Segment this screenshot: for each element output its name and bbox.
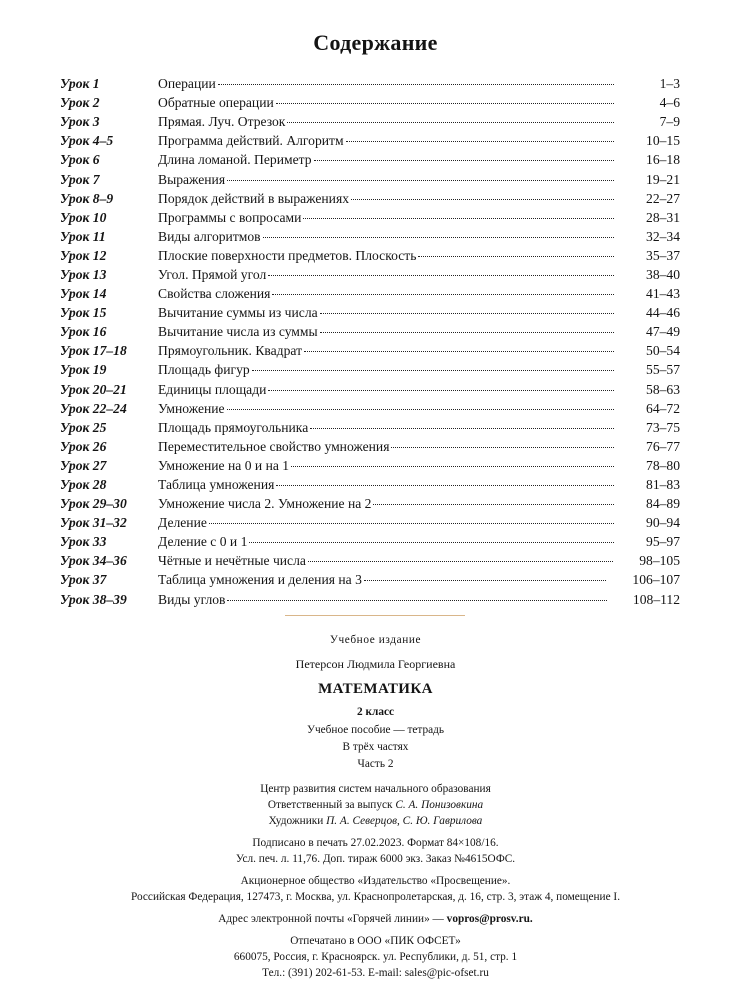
toc-topic	[158, 265, 618, 284]
toc-lesson: Урок 28	[60, 477, 107, 493]
toc-dot-leader	[218, 84, 614, 85]
toc-topic	[158, 551, 617, 570]
toc-lesson: Урок 3	[60, 114, 100, 130]
toc-lesson: Урок 25	[60, 419, 107, 435]
toc-row	[60, 322, 680, 341]
toc-pages: 108–112	[632, 591, 680, 607]
toc-topic	[158, 284, 618, 303]
toc-pages: 10–15	[646, 133, 680, 149]
toc-row	[60, 93, 680, 112]
toc-pages: 58–63	[646, 381, 680, 397]
toc-topic	[158, 131, 618, 150]
toc-pages: 50–54	[646, 343, 680, 359]
hotline-line	[0, 911, 751, 927]
toc-dot-leader	[314, 160, 614, 161]
toc-pages: 81–83	[646, 477, 680, 493]
toc-topic-text: Переместительное свойство умножения	[158, 438, 390, 454]
toc-pages: 7–9	[659, 114, 680, 130]
toc-topic	[158, 590, 611, 609]
toc-topic	[158, 532, 618, 551]
toc-lesson: Урок 7	[60, 171, 100, 187]
toc-topic-text: Операции	[158, 76, 216, 92]
book-title: МАТЕМАТИКА	[318, 681, 433, 697]
toc-row	[60, 360, 680, 379]
toc-lesson: Урок 16	[60, 324, 107, 340]
toc-pages: 38–40	[646, 266, 680, 282]
toc-topic-text: Таблица умножения	[158, 477, 275, 493]
toc-topic-text: Виды углов	[158, 591, 226, 607]
toc-lesson: Урок 12	[60, 247, 107, 263]
toc-dot-leader	[252, 370, 614, 371]
toc-topic	[158, 322, 618, 341]
toc-pages: 78–80	[646, 457, 680, 473]
section-divider	[285, 615, 465, 616]
toc-dot-leader	[291, 466, 614, 467]
toc-topic	[158, 494, 618, 513]
toc-lesson: Урок 29–30	[60, 496, 127, 512]
toc-topic	[158, 189, 618, 208]
toc-pages: 22–27	[646, 190, 680, 206]
toc-dot-leader	[287, 122, 614, 123]
toc-topic	[158, 380, 618, 399]
toc-topic	[158, 360, 618, 379]
toc-lesson: Урок 13	[60, 266, 107, 282]
toc-dot-leader	[227, 409, 614, 410]
toc-topic-text: Умножение на 0 и на 1	[158, 457, 290, 473]
artists-names: П. А. Северцов, С. Ю. Гаврилова	[326, 815, 483, 827]
toc-topic-text: Плоские поверхности предметов. Плоскость	[158, 247, 417, 263]
toc-pages: 19–21	[646, 171, 680, 187]
toc-row	[60, 169, 680, 188]
toc-pages: 35–37	[646, 247, 680, 263]
toc-row	[60, 74, 680, 93]
toc-dot-leader	[320, 332, 614, 333]
toc-dot-leader	[320, 313, 614, 314]
toc-dot-leader	[303, 218, 614, 219]
toc-row	[60, 246, 680, 265]
toc-row	[60, 189, 680, 208]
toc-row	[60, 265, 680, 284]
toc-row	[60, 551, 680, 570]
toc-topic-text: Свойства сложения	[158, 286, 271, 302]
toc-lesson: Урок 17–18	[60, 343, 127, 359]
toc-topic	[158, 112, 618, 131]
toc-row	[60, 590, 680, 609]
toc-lesson: Урок 15	[60, 305, 107, 321]
toc-lesson: Урок 33	[60, 534, 107, 550]
toc-pages: 1–3	[659, 76, 680, 92]
toc-topic-text: Вычитание суммы из числа	[158, 305, 318, 321]
printer-email[interactable]: sales@pic-ofset.ru	[404, 967, 489, 979]
toc-topic	[158, 418, 618, 437]
part: Часть 2	[357, 758, 394, 770]
toc-pages: 4–6	[659, 95, 680, 111]
toc-row	[60, 380, 680, 399]
toc-lesson: Урок 14	[60, 286, 107, 302]
toc-topic	[158, 399, 618, 418]
toc-row	[60, 570, 680, 589]
toc-dot-leader	[308, 561, 613, 562]
toc-topic	[158, 475, 618, 494]
artists-label: Художники	[268, 815, 324, 827]
toc-topic	[158, 93, 618, 112]
toc-pages: 95–97	[646, 534, 680, 550]
print-line: Усл. печ. л. 11,76. Доп. тираж 6000 экз. Заказ №4615ОФС.	[235, 853, 516, 865]
toc-dot-leader	[373, 504, 614, 505]
toc-topic-text: Умножение числа 2. Умножение на 2	[158, 496, 372, 512]
toc-pages: 41–43	[646, 286, 680, 302]
responsible-name: С. А. Понизовкина	[395, 799, 484, 811]
toc-lesson: Урок 19	[60, 362, 107, 378]
toc-topic	[158, 437, 618, 456]
toc-dot-leader	[227, 180, 614, 181]
toc-dot-leader	[227, 600, 606, 601]
toc-topic-text: Вычитание числа из суммы	[158, 324, 318, 340]
toc-topic	[158, 513, 618, 532]
toc-lesson: Урок 26	[60, 438, 107, 454]
center: Центр развития систем начального образования	[260, 783, 491, 795]
toc-topic-text: Программа действий. Алгоритм	[158, 133, 344, 149]
author: Петерсон Людмила Георгиевна	[295, 657, 456, 671]
toc-topic	[158, 208, 618, 227]
toc-dot-leader	[276, 103, 614, 104]
signed-line: Подписано в печать 27.02.2023. Формат 84×108/16.	[252, 837, 499, 849]
toc-lesson: Урок 20–21	[60, 381, 127, 397]
toc-pages: 90–94	[646, 515, 680, 531]
toc-pages: 98–105	[639, 553, 680, 569]
toc-lesson: Урок 11	[60, 228, 106, 244]
toc-lesson: Урок 27	[60, 457, 107, 473]
toc-topic-text: Длина ломаной. Периметр	[158, 152, 312, 168]
printer-contacts	[0, 965, 751, 981]
toc-lesson: Урок 10	[60, 209, 107, 225]
toc-topic	[158, 303, 618, 322]
responsible-label: Ответственный за выпуск	[267, 799, 393, 811]
parts: В трёх частях	[342, 741, 409, 753]
toc-topic-text: Таблица умножения и деления на 3	[158, 572, 362, 588]
toc-lesson: Урок 6	[60, 152, 100, 168]
printer-address: 660075, Россия, г. Красноярск. ул. Республики, д. 51, стр. 1	[233, 951, 518, 963]
toc-row	[60, 456, 680, 475]
toc-pages: 84–89	[646, 496, 680, 512]
toc-topic-text: Единицы площади	[158, 381, 267, 397]
toc-topic	[158, 456, 618, 475]
toc-dot-leader	[249, 542, 614, 543]
toc-topic-text: Виды алгоритмов	[158, 228, 261, 244]
toc-row	[60, 150, 680, 169]
toc-topic-text: Прямая. Луч. Отрезок	[158, 114, 286, 130]
toc-topic-text: Умножение	[158, 400, 225, 416]
toc-dot-leader	[310, 428, 614, 429]
toc-topic	[158, 570, 610, 589]
toc-row	[60, 532, 680, 551]
toc-row	[60, 227, 680, 246]
toc-pages: 64–72	[646, 400, 680, 416]
publisher: Акционерное общество «Издательство «Просвещение».	[240, 875, 511, 887]
toc-row	[60, 494, 680, 513]
publisher-address: Российская Федерация, 127473, г. Москва, ул. Краснопролетарская, д. 16, стр. 3, этаж 4, помещение I.	[130, 891, 621, 903]
toc-topic	[158, 341, 618, 360]
toc-lesson: Урок 2	[60, 95, 100, 111]
toc-topic	[158, 74, 618, 93]
printer-contacts-label: Тел.: (391) 202-61-53. E-mail:	[262, 967, 402, 979]
toc-topic	[158, 246, 618, 265]
toc-row	[60, 208, 680, 227]
grade: 2 класс	[357, 706, 394, 718]
toc-topic-text: Выражения	[158, 171, 226, 187]
toc-row	[60, 131, 680, 150]
toc-lesson: Урок 8–9	[60, 190, 114, 206]
toc-dot-leader	[418, 256, 614, 257]
toc-topic-text: Угол. Прямой угол	[158, 266, 267, 282]
toc-dot-leader	[276, 485, 614, 486]
toc-pages: 44–46	[646, 305, 680, 321]
responsible-line	[0, 797, 751, 813]
toc-row	[60, 399, 680, 418]
toc-pages: 28–31	[646, 209, 680, 225]
artists-line	[0, 813, 751, 829]
toc-dot-leader	[263, 237, 614, 238]
page-title: Содержание	[313, 30, 438, 55]
table-of-contents	[60, 74, 680, 609]
toc-dot-leader	[272, 294, 614, 295]
toc-topic-text: Деление	[158, 515, 207, 531]
toc-dot-leader	[268, 275, 614, 276]
hotline-label: Адрес электронной почты «Горячей линии» —	[218, 913, 444, 925]
printed-at: Отпечатано в ООО «ПИК ОФСЕТ»	[290, 935, 461, 947]
toc-row	[60, 284, 680, 303]
toc-pages: 106–107	[632, 572, 680, 588]
toc-topic-text: Деление с 0 и 1	[158, 534, 248, 550]
edition-type: Учебное издание	[329, 634, 422, 646]
toc-pages: 32–34	[646, 228, 680, 244]
toc-pages: 47–49	[646, 324, 680, 340]
toc-topic-text: Порядок действий в выражениях	[158, 190, 349, 206]
toc-topic-text: Программы с вопросами	[158, 209, 302, 225]
toc-lesson: Урок 4–5	[60, 133, 114, 149]
toc-topic-text: Чётные и нечётные числа	[158, 553, 306, 569]
toc-row	[60, 475, 680, 494]
toc-dot-leader	[351, 199, 614, 200]
toc-dot-leader	[391, 447, 614, 448]
hotline-email[interactable]: vopros@prosv.ru.	[446, 913, 533, 925]
toc-pages: 55–57	[646, 362, 680, 378]
book-kind: Учебное пособие — тетрадь	[306, 724, 445, 736]
toc-pages: 73–75	[646, 419, 680, 435]
toc-row	[60, 513, 680, 532]
toc-topic-text: Площадь фигур	[158, 362, 250, 378]
toc-topic	[158, 170, 618, 189]
toc-topic-text: Прямоугольник. Квадрат	[158, 343, 303, 359]
toc-lesson: Урок 31–32	[60, 515, 127, 531]
toc-lesson: Урок 34–36	[60, 553, 127, 569]
toc-row	[60, 437, 680, 456]
toc-dot-leader	[364, 580, 607, 581]
toc-lesson: Урок 1	[60, 76, 100, 92]
toc-pages: 76–77	[646, 438, 680, 454]
toc-dot-leader	[304, 351, 614, 352]
toc-pages: 16–18	[646, 152, 680, 168]
toc-dot-leader	[209, 523, 614, 524]
toc-topic-text: Площадь прямоугольника	[158, 419, 309, 435]
toc-topic-text: Обратные операции	[158, 95, 274, 111]
toc-row	[60, 303, 680, 322]
toc-row	[60, 341, 680, 360]
toc-lesson: Урок 38–39	[60, 591, 127, 607]
toc-row	[60, 112, 680, 131]
toc-topic	[158, 227, 618, 246]
toc-topic	[158, 150, 618, 169]
toc-dot-leader	[346, 141, 614, 142]
toc-lesson: Урок 22–24	[60, 400, 127, 416]
toc-row	[60, 418, 680, 437]
toc-dot-leader	[268, 390, 614, 391]
toc-lesson: Урок 37	[60, 572, 107, 588]
